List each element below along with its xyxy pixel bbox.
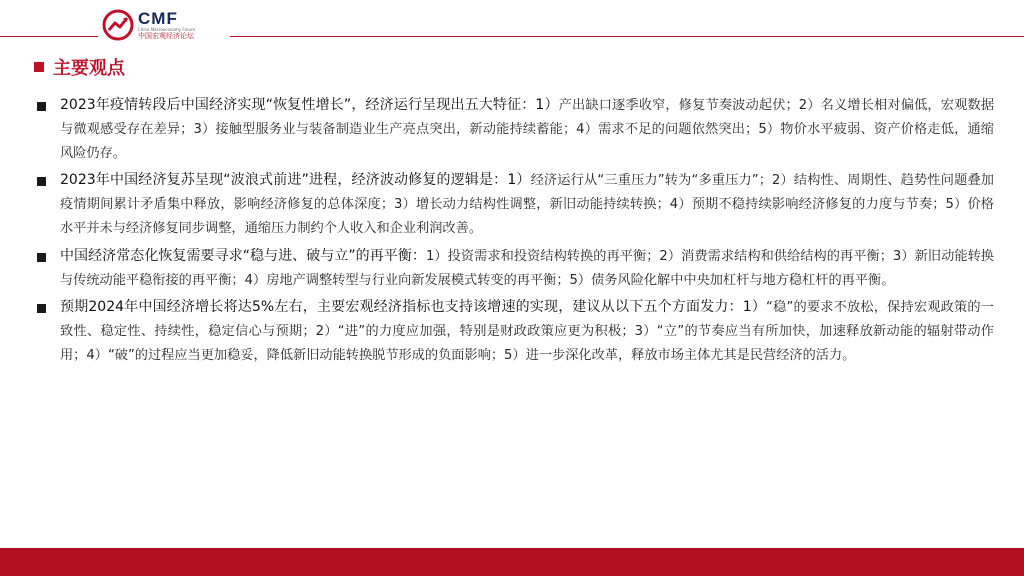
brand-name: CMF <box>138 9 178 28</box>
square-bullet-icon <box>34 62 44 72</box>
brand-subtitle: China Macroeconomy Forum <box>138 27 196 32</box>
cmf-logo <box>102 9 195 41</box>
square-bullet-icon <box>37 102 46 111</box>
list-item <box>34 94 994 165</box>
square-bullet-icon <box>37 304 46 313</box>
list-item <box>34 245 994 293</box>
section-title: 主要观点 <box>53 58 125 79</box>
point-body: 经济运行从“三重压力”转为“多重压力”；2）结构性、周期性、趋势性问题叠加疫情期间累计矛盾集中释放，影响经济修复的总体深度；3）增长动力结构性调整，新旧动能持续转换；4）预期不稳持续影响经济修复的力度与节奏；5）价格水平并未与经济修复同步调整，通缩压力制约个人收入和企业利润改善。 <box>60 173 994 236</box>
point-body: 产出缺口逐季收窄，修复节奏波动起伏；2）名义增长相对偏低，宏观数据与微观感受存在差异；3）接触型服务业与装备制造业生产亮点突出，新动能持续蓄能；4）需求不足的问题依然突出；5）物价水平疲弱、资产价格走低，通缩风险仍存。 <box>60 98 995 161</box>
list-item <box>34 296 994 367</box>
point-body: “稳”的要求不放松，保持宏观政策的一致性、稳定性、持续性，稳定信心与预期；2）“进”的力度应加强，特别是财政政策应更为积极；3）“立”的节奏应当有所加快，加速释放新动能的辐射带动作用；4）“破”的过程应当更加稳妥，降低新旧动能转换脱节形成的负面影响；5）进一步深化改革，释放市场主体尤其是民营经济的活力。 <box>60 300 994 363</box>
point-body: 1）投资需求和投资结构转换的再平衡；2）消费需求结构和供给结构的再平衡；3）新旧动能转换与传统动能平稳衔接的再平衡；4）房地产调整转型与行业向新发展模式转变的再平衡；5）债务风险化解中中央加杠杆与地方稳杠杆的再平衡。 <box>60 248 994 288</box>
square-bullet-icon <box>37 177 46 186</box>
point-lead: 预期2024年中国经济增长将达5%左右，主要宏观经济指标也支持该增速的实现，建议从以下五个方面发力：1） <box>60 299 767 316</box>
footer-bar <box>0 548 1024 576</box>
point-text <box>60 296 994 367</box>
square-bullet-icon <box>37 253 46 262</box>
header-divider-left <box>0 36 98 37</box>
point-text <box>60 94 994 165</box>
key-points-list <box>34 94 994 372</box>
point-lead: 中国经济常态化恢复需要寻求“稳与进、破与立”的再平衡： <box>60 247 426 264</box>
point-text <box>60 245 994 293</box>
slide-header <box>0 0 1024 48</box>
point-lead: 2023年疫情转段后中国经济实现“恢复性增长”，经济运行呈现出五大特征：1） <box>60 97 559 113</box>
brand-chinese-name: 中国宏观经济论坛 <box>138 32 194 40</box>
list-item <box>34 169 994 240</box>
point-text <box>60 169 994 240</box>
cmf-logo-icon <box>102 9 134 41</box>
section-heading <box>34 54 125 80</box>
point-lead: 2023年中国经济复苏呈现“波浪式前进”进程，经济波动修复的逻辑是：1） <box>60 172 531 189</box>
header-divider-right <box>230 36 1024 37</box>
